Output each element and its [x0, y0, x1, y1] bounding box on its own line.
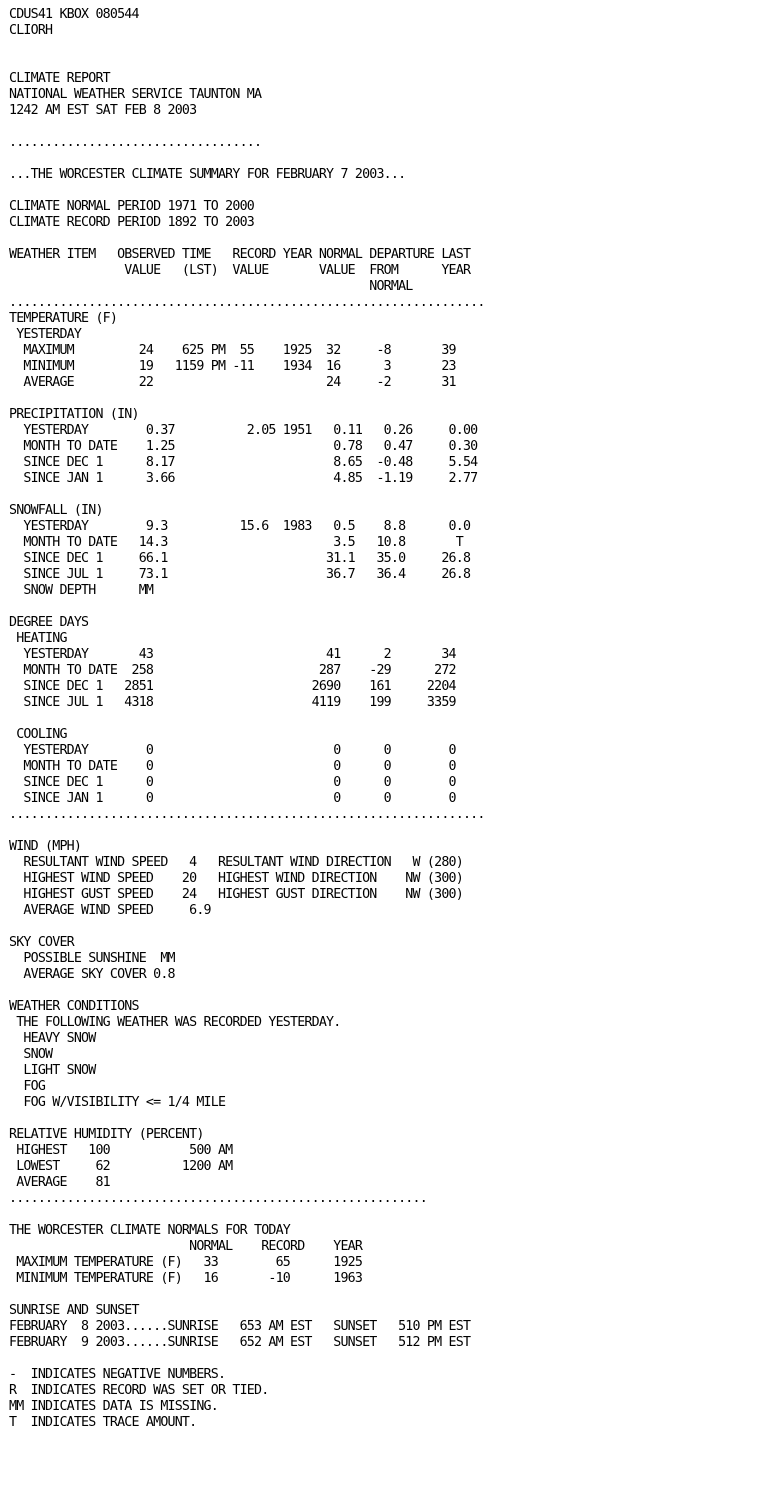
report-line: HIGHEST WIND SPEED 20 HIGHEST WIND DIRECTION NW (300)	[9, 871, 463, 886]
report-line: SINCE DEC 1 66.1 31.1 35.0 26.8	[9, 551, 471, 566]
report-line: R INDICATES RECORD WAS SET OR TIED.	[9, 1383, 269, 1398]
report-line: NATIONAL WEATHER SERVICE TAUNTON MA	[9, 87, 262, 102]
report-line: POSSIBLE SUNSHINE MM	[9, 951, 175, 966]
report-line: MM INDICATES DATA IS MISSING.	[9, 1399, 218, 1414]
report-line: AVERAGE WIND SPEED 6.9	[9, 903, 211, 918]
report-line: 1242 AM EST SAT FEB 8 2003	[9, 103, 197, 118]
report-line: HIGHEST GUST SPEED 24 HIGHEST GUST DIRECTION NW (300)	[9, 887, 463, 902]
report-line: LIGHT SNOW	[9, 1063, 96, 1078]
report-line: SINCE DEC 1 8.17 8.65 -0.48 5.54	[9, 455, 478, 470]
report-line	[9, 1287, 780, 1303]
report-line: YESTERDAY	[9, 327, 82, 342]
report-line: ...THE WORCESTER CLIMATE SUMMARY FOR FEBRUARY 7 2003...	[9, 167, 406, 182]
report-line: WIND (MPH)	[9, 839, 82, 854]
report-line: COOLING	[9, 727, 67, 742]
report-line: WEATHER CONDITIONS	[9, 999, 139, 1014]
report-line: RELATIVE HUMIDITY (PERCENT)	[9, 1127, 204, 1142]
report-line	[9, 983, 780, 999]
report-line: SNOW	[9, 1047, 53, 1062]
report-line: YESTERDAY 0.37 2.05 1951 0.11 0.26 0.00	[9, 423, 478, 438]
report-line: AVERAGE 22 24 -2 31	[9, 375, 456, 390]
report-line: SNOW DEPTH MM	[9, 583, 154, 598]
report-line: HEAVY SNOW	[9, 1031, 96, 1046]
report-line	[9, 55, 780, 71]
report-line: VALUE (LST) VALUE VALUE FROM YEAR	[9, 263, 471, 278]
report-line: SINCE JAN 1 0 0 0 0	[9, 791, 456, 806]
report-line: SNOWFALL (IN)	[9, 503, 103, 518]
report-line: CLIORH	[9, 23, 53, 38]
report-line: YESTERDAY 0 0 0 0	[9, 743, 456, 758]
report-line: SINCE DEC 1 0 0 0 0	[9, 775, 456, 790]
report-line: ..................................................................	[9, 807, 485, 822]
report-line: MAXIMUM TEMPERATURE (F) 33 65 1925	[9, 1255, 363, 1270]
report-line: MINIMUM TEMPERATURE (F) 16 -10 1963	[9, 1271, 363, 1286]
report-line: FEBRUARY 8 2003......SUNRISE 653 AM EST SUNSET 510 PM EST	[9, 1319, 471, 1334]
report-line: SINCE JUL 1 4318 4119 199 3359	[9, 695, 456, 710]
report-line: ...................................	[9, 135, 262, 150]
report-line: DEGREE DAYS	[9, 615, 89, 630]
report-line: T INDICATES TRACE AMOUNT.	[9, 1415, 197, 1430]
report-line: NORMAL RECORD YEAR	[9, 1239, 363, 1254]
report-line: MONTH TO DATE 258 287 -29 272	[9, 663, 456, 678]
report-line	[9, 151, 780, 167]
report-line: YESTERDAY 43 41 2 34	[9, 647, 456, 662]
report-line	[9, 119, 780, 135]
report-line	[9, 1111, 780, 1127]
report-line: HIGHEST 100 500 AM	[9, 1143, 233, 1158]
report-line: HEATING	[9, 631, 67, 646]
report-line: SKY COVER	[9, 935, 74, 950]
report-line	[9, 919, 780, 935]
report-line	[9, 39, 780, 55]
report-line: SINCE JUL 1 73.1 36.7 36.4 26.8	[9, 567, 471, 582]
report-line: NORMAL	[9, 279, 413, 294]
report-line: RESULTANT WIND SPEED 4 RESULTANT WIND DIRECTION W (280)	[9, 855, 463, 870]
report-line	[9, 1207, 780, 1223]
report-line	[9, 823, 780, 839]
report-line: MONTH TO DATE 14.3 3.5 10.8 T	[9, 535, 463, 550]
report-line: THE FOLLOWING WEATHER WAS RECORDED YESTERDAY.	[9, 1015, 341, 1030]
report-line: ..................................................................	[9, 295, 485, 310]
report-line	[9, 183, 780, 199]
report-line: MAXIMUM 24 625 PM 55 1925 32 -8 39	[9, 343, 456, 358]
report-line: SINCE JAN 1 3.66 4.85 -1.19 2.77	[9, 471, 478, 486]
report-line: CDUS41 KBOX 080544	[9, 7, 139, 22]
report-line: CLIMATE REPORT	[9, 71, 110, 86]
report-line: PRECIPITATION (IN)	[9, 407, 139, 422]
report-line	[9, 231, 780, 247]
report-line: FOG	[9, 1079, 46, 1094]
report-line: LOWEST 62 1200 AM	[9, 1159, 233, 1174]
report-line: THE WORCESTER CLIMATE NORMALS FOR TODAY	[9, 1223, 291, 1238]
report-line: AVERAGE SKY COVER 0.8	[9, 967, 175, 982]
report-line	[9, 711, 780, 727]
report-line	[9, 487, 780, 503]
report-line	[9, 1351, 780, 1367]
report-line: TEMPERATURE (F)	[9, 311, 118, 326]
report-line: MONTH TO DATE 1.25 0.78 0.47 0.30	[9, 439, 478, 454]
report-line: YESTERDAY 9.3 15.6 1983 0.5 8.8 0.0	[9, 519, 471, 534]
report-line: FEBRUARY 9 2003......SUNRISE 652 AM EST SUNSET 512 PM EST	[9, 1335, 471, 1350]
report-line: MINIMUM 19 1159 PM -11 1934 16 3 23	[9, 359, 456, 374]
report-line	[9, 391, 780, 407]
report-line	[9, 599, 780, 615]
report-line: MONTH TO DATE 0 0 0 0	[9, 759, 456, 774]
report-line: SUNRISE AND SUNSET	[9, 1303, 139, 1318]
report-line: FOG W/VISIBILITY <= 1/4 MILE	[9, 1095, 226, 1110]
report-line: CLIMATE NORMAL PERIOD 1971 TO 2000	[9, 199, 254, 214]
report-line: WEATHER ITEM OBSERVED TIME RECORD YEAR NORMAL DEPARTURE LAST	[9, 247, 471, 262]
report-line: SINCE DEC 1 2851 2690 161 2204	[9, 679, 456, 694]
report-line: - INDICATES NEGATIVE NUMBERS.	[9, 1367, 226, 1382]
report-line: ..........................................................	[9, 1191, 427, 1206]
report-line: CLIMATE RECORD PERIOD 1892 TO 2003	[9, 215, 254, 230]
report-line: AVERAGE 81	[9, 1175, 110, 1190]
